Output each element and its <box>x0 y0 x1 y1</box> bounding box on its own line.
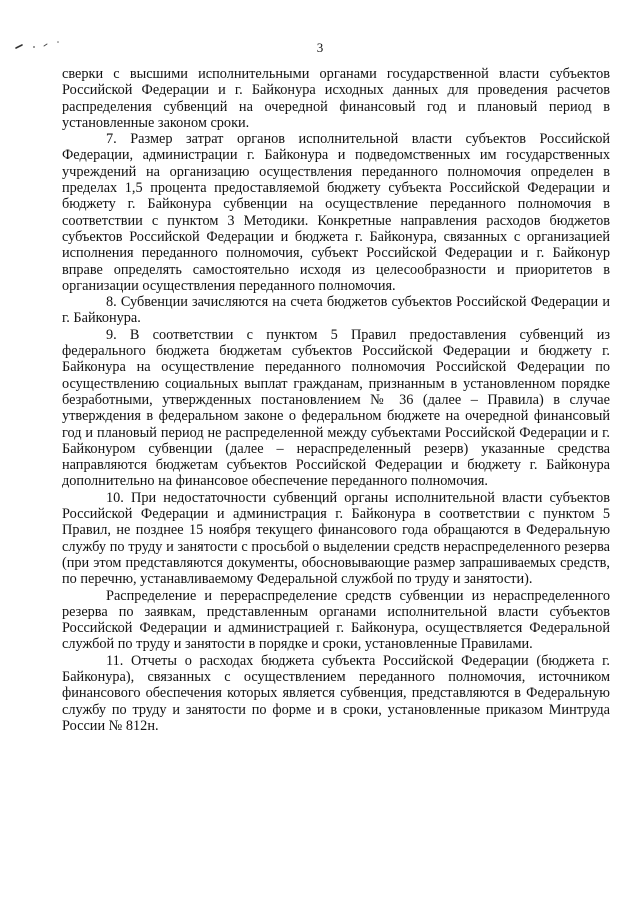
paragraph-10: 10. При недостаточности субвенций органы исполнительной власти субъектов Российской Федерации и администрация г. Байконура в соответствии с пунктом 5 Правил, не позднее 15 ноября текущего финансового года обращаются в Федеральную службу по труду и занятости с просьбой о выделении средств нераспределенного резерва (при этом представляются документы, обосновывающие размер запрашиваемых средств, по перечню, устанавливаемому Федеральной службой по труду и занятости). <box>62 489 610 588</box>
paragraph-7: 7. Размер затрат органов исполнительной власти субъектов Российской Федерации, администрации г. Байконура и подведомственных им государственных учреждений на организацию осуществления переданного полномочия определен в пределах 1,5 процента предоставляемой бюджету субъекта Российской Федерации и бюджету г. Байконура субвенции на осуществление переданного полномочия в соответствии с пунктом 3 Методики. Конкретные направления расходов бюджетов субъектов Российской Федерации и бюджета г. Байконура, связанных с организацией исполнения переданного полномочия, субъект Российской Федерации и г. Байконур вправе определять самостоятельно исходя из целесообразности и приоритетов в организации осуществления переданного полномочия. <box>62 131 610 294</box>
paragraph-11: 11. Отчеты о расходах бюджета субъекта Российской Федерации (бюджета г. Байконура), связанных с осуществлением переданного полномочия, источником финансового обеспечения которых является субвенция, представляются в Федеральную службу по труду и занятости по форме и в сроки, установленные приказом Минтруда России № 812н. <box>62 652 610 734</box>
paragraph-9: 9. В соответствии с пунктом 5 Правил предоставления субвенций из федерального бюджета бюджетам субъектов Российской Федерации и бюджету г. Байконура на осуществление переданного полномочия Российской Федерации по осуществлению социальных выплат гражданам, признанным в установленном порядке безработными, утвержденных постановлением № 36 (далее – Правила) в случае утверждения в федеральном законе о федеральном бюджете на очередной финансовый год и плановый период не распределенной между субъектами Российской Федерации и г. Байконуром субвенции (далее – нераспределенный резерв) указанные средства направляются бюджетам субъектов Российской Федерации и бюджету г. Байконура дополнительно на финансовое обеспечение переданного полномочия. <box>62 326 610 490</box>
page-number: 3 <box>316 40 324 55</box>
paragraph-10-distribution: Распределение и перераспределение средств субвенции из нераспределенного резерва по заявкам, представленным органами исполнительной власти субъектов Российской Федерации и администрацией г. Байконура, осуществляется Федеральной службой по труду и занятости в порядке и сроки, установленные Правилами. <box>62 587 610 653</box>
paragraph-8: 8. Субвенции зачисляются на счета бюджетов субъектов Российской Федерации и г. Байконура. <box>62 294 610 327</box>
document-body <box>62 66 610 734</box>
paragraph-continuation: сверки с высшими исполнительными органами государственной власти субъектов Российской Федерации и г. Байконура исходных данных для проведения расчетов распределения субвенций на очередной финансовый год и плановый период в установленные законом сроки. <box>62 66 610 131</box>
